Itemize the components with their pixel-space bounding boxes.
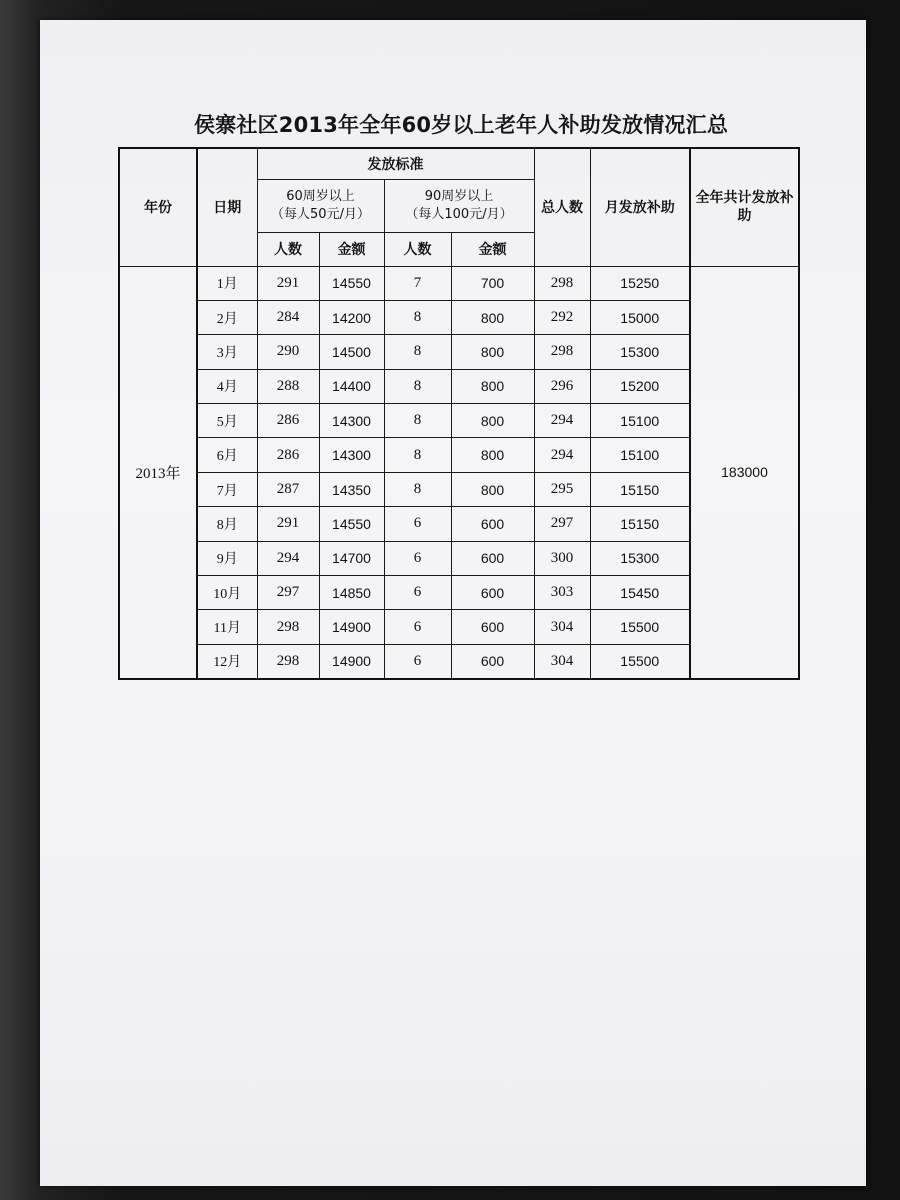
month-cell: 2月	[197, 300, 257, 334]
over60-count-header: 人数	[257, 232, 319, 266]
over90-count-cell: 8	[384, 438, 451, 472]
month-cell: 10月	[197, 576, 257, 610]
month-cell: 4月	[197, 369, 257, 403]
total-people-cell: 298	[534, 266, 590, 300]
over90-header	[384, 179, 534, 232]
over60-amount-cell: 14300	[319, 404, 384, 438]
over90-count-cell: 8	[384, 472, 451, 506]
paper-sheet	[40, 20, 866, 1186]
monthly-subsidy-header: 月发放补助	[590, 148, 690, 266]
total-people-cell: 294	[534, 404, 590, 438]
monthly-subsidy-cell: 15100	[590, 404, 690, 438]
month-cell: 9月	[197, 541, 257, 575]
over60-count-cell: 291	[257, 266, 319, 300]
over60-count-cell: 286	[257, 438, 319, 472]
over60-count-cell: 298	[257, 610, 319, 644]
over90-count-cell: 6	[384, 610, 451, 644]
over90-count-cell: 8	[384, 300, 451, 334]
monthly-subsidy-cell: 15150	[590, 472, 690, 506]
month-cell: 5月	[197, 404, 257, 438]
over60-count-cell: 294	[257, 541, 319, 575]
over60-count-cell: 291	[257, 507, 319, 541]
over60-count-cell: 286	[257, 404, 319, 438]
monthly-subsidy-cell: 15150	[590, 507, 690, 541]
over90-amount-cell: 800	[451, 300, 534, 334]
total-people-cell: 298	[534, 335, 590, 369]
over90-count-cell: 6	[384, 541, 451, 575]
over60-amount-cell: 14500	[319, 335, 384, 369]
total-people-cell: 294	[534, 438, 590, 472]
total-people-cell: 295	[534, 472, 590, 506]
monthly-subsidy-cell: 15500	[590, 644, 690, 678]
over90-amount-cell: 800	[451, 335, 534, 369]
month-cell: 6月	[197, 438, 257, 472]
monthly-subsidy-cell: 15500	[590, 610, 690, 644]
over90-amount-cell: 800	[451, 472, 534, 506]
over90-rate: （每人100元/月）	[405, 206, 513, 222]
over60-amount-cell: 14550	[319, 266, 384, 300]
over60-amount-header: 金额	[319, 232, 384, 266]
standard-header: 发放标准	[257, 148, 534, 179]
over60-rate: （每人50元/月）	[271, 206, 370, 222]
monthly-subsidy-cell: 15300	[590, 541, 690, 575]
over60-amount-cell: 14900	[319, 610, 384, 644]
over90-count-cell: 8	[384, 404, 451, 438]
monthly-subsidy-cell: 15000	[590, 300, 690, 334]
over90-count-cell: 8	[384, 369, 451, 403]
over90-amount-cell: 700	[451, 266, 534, 300]
over90-count-header: 人数	[384, 232, 451, 266]
over60-amount-cell: 14700	[319, 541, 384, 575]
over90-amount-cell: 800	[451, 404, 534, 438]
annual-total-header: 全年共计发放补助	[690, 148, 799, 266]
monthly-subsidy-cell: 15300	[590, 335, 690, 369]
monthly-subsidy-cell: 15450	[590, 576, 690, 610]
over60-count-cell: 298	[257, 644, 319, 678]
monthly-subsidy-cell: 15200	[590, 369, 690, 403]
total-people-cell: 297	[534, 507, 590, 541]
total-people-cell: 304	[534, 610, 590, 644]
over90-amount-cell: 600	[451, 576, 534, 610]
over90-label: 90周岁以上	[424, 188, 494, 204]
monthly-subsidy-cell: 15250	[590, 266, 690, 300]
over60-count-cell: 297	[257, 576, 319, 610]
subsidy-summary-table	[118, 147, 800, 680]
header-row-1	[119, 148, 799, 179]
over90-amount-cell: 600	[451, 507, 534, 541]
over90-amount-cell: 800	[451, 369, 534, 403]
over90-amount-cell: 600	[451, 541, 534, 575]
monthly-subsidy-cell: 15100	[590, 438, 690, 472]
month-cell: 1月	[197, 266, 257, 300]
total-people-cell: 304	[534, 644, 590, 678]
total-people-cell: 296	[534, 369, 590, 403]
over60-amount-cell: 14350	[319, 472, 384, 506]
total-people-cell: 303	[534, 576, 590, 610]
month-cell: 8月	[197, 507, 257, 541]
over90-amount-header: 金额	[451, 232, 534, 266]
over90-amount-cell: 600	[451, 610, 534, 644]
month-cell: 7月	[197, 472, 257, 506]
document-title: 侯寨社区2013年全年60岁以上老年人补助发放情况汇总	[193, 113, 729, 137]
over90-amount-cell: 600	[451, 644, 534, 678]
over90-count-cell: 8	[384, 335, 451, 369]
over90-count-cell: 7	[384, 266, 451, 300]
month-cell: 12月	[197, 644, 257, 678]
date-header: 日期	[197, 148, 257, 266]
over90-amount-cell: 800	[451, 438, 534, 472]
over60-count-cell: 290	[257, 335, 319, 369]
total-people-cell: 292	[534, 300, 590, 334]
over60-header	[257, 179, 384, 232]
over90-count-cell: 6	[384, 576, 451, 610]
table-row	[119, 266, 799, 300]
over60-label: 60周岁以上	[286, 188, 355, 204]
annual-total-cell: 183000	[690, 266, 799, 679]
total-people-cell: 300	[534, 541, 590, 575]
over60-count-cell: 288	[257, 369, 319, 403]
total-people-header: 总人数	[534, 148, 590, 266]
year-header: 年份	[119, 148, 197, 266]
over60-amount-cell: 14200	[319, 300, 384, 334]
month-cell: 3月	[197, 335, 257, 369]
over90-count-cell: 6	[384, 507, 451, 541]
over60-amount-cell: 14900	[319, 644, 384, 678]
over90-count-cell: 6	[384, 644, 451, 678]
over60-amount-cell: 14300	[319, 438, 384, 472]
over60-count-cell: 284	[257, 300, 319, 334]
over60-amount-cell: 14850	[319, 576, 384, 610]
year-cell: 2013年	[119, 266, 197, 679]
over60-amount-cell: 14400	[319, 369, 384, 403]
over60-amount-cell: 14550	[319, 507, 384, 541]
over60-count-cell: 287	[257, 472, 319, 506]
month-cell: 11月	[197, 610, 257, 644]
